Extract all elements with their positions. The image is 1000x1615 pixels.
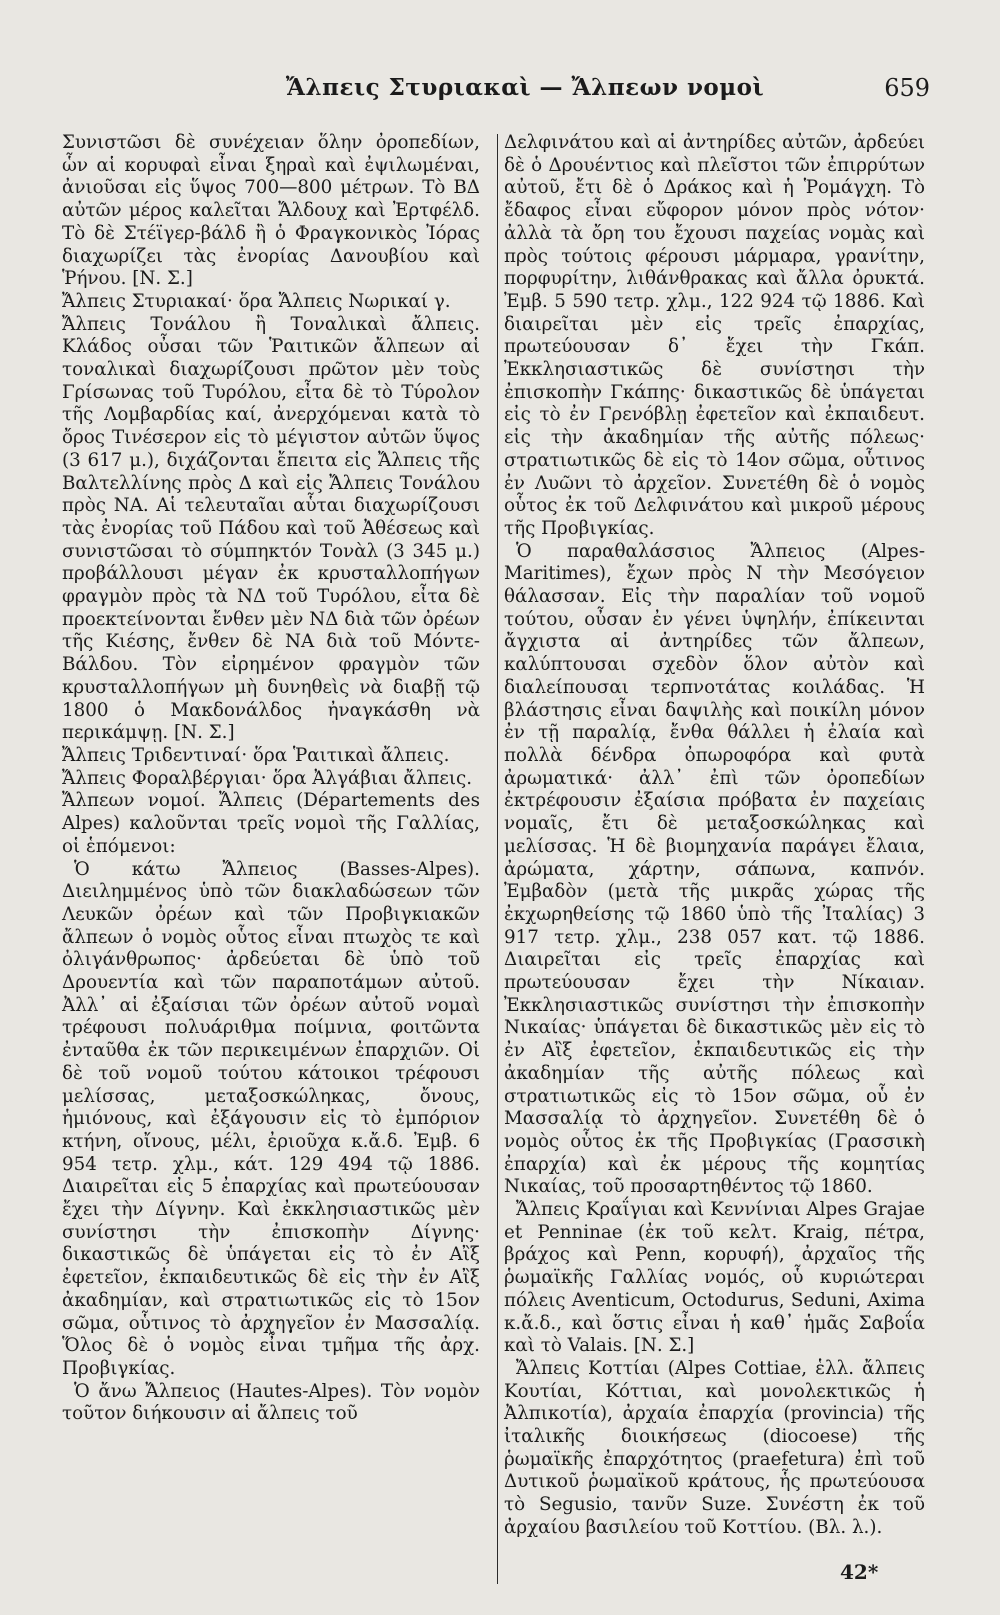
- left-column: [62, 132, 480, 1426]
- right-column: [504, 132, 925, 1540]
- running-title: Ἄλπεις Στυριακαὶ — Ἄλπεων νομοὶ: [285, 74, 765, 101]
- entry-alpes-maritimes: Ὁ παραθαλάσσιος Ἄλπειος (Alpes-Maritimes), ἔχων πρὸς Ν τὴν Μεσόγειον θάλασσαν. Εἰς τὴν παραλίαν τοῦ νομοῦ τούτου, οὖσαν ἐν γένει ὑψηλήν, ἐπίκεινται ἄγχιστα αἱ ἀντηρίδες τῶν ἄλπεων, καλύπτουσαι σχεδὸν ὅλον αὐτὸν καὶ διαλείπουσαι τερπνοτάτας κοιλάδας. Ἡ βλάστησις εἶναι δαψιλὴς καὶ ποικίλη μόνον ἐν τῇ παραλίᾳ, ἔνθα θάλλει ἡ ἐλαία καὶ πολλὰ δένδρα ὀπωροφόρα καὶ φυτὰ ἀρωματικά· ἀλλ᾽ ἐπὶ τῶν ὀροπεδίων ἐκτρέφουσιν ἐξαίσια πρόβατα ἐν παχείαις νομαῖς, ἔτι δὲ μεταξοσκώληκας καὶ μελίσσας. Ἡ δὲ βιομηχανία παράγει ἔλαια, ἀρώματα, χάρτην, σάπωνα, καπνόν. Ἐμβαδὸν (μετὰ τῆς μικρᾶς χώρας τῆς ἐκχωρηθείσης τῷ 1860 ὑπὸ τῆς Ἰταλίας) 3 917 τετρ. χλμ., 238 057 κατ. τῷ 1886. Διαιρεῖται εἰς τρεῖς ἐπαρχίας καὶ πρωτεύουσαν ἔχει τὴν Νίκαιαν. Ἐκκλησιαστικῶς συνίστησι τὴν ἐπισκοπὴν Νικαίας· ὑπάγεται δὲ δικαστικῶς μὲν εἰς τὸ ἐν Αἲξ ἐφετεῖον, ἐκπαιδευτικῶς εἰς τὴν ἀκαδημίαν τῆς αὐτῆς πόλεως καὶ στρατιωτικῶς εἰς τὸ 15ον σῶμα, οὗ ἐν Μασσαλίᾳ τὸ ἀρχηγεῖον. Συνετέθη δὲ ὁ νομὸς οὗτος ἐκ τῆς Προβιγκίας (Γρασσικὴ ἐπαρχία) καὶ ἐκ μέρους τῆς κομητίας Νικαίας, τοῦ προσαρτηθέντος τῷ 1860.: [504, 540, 925, 1198]
- column-divider: [497, 134, 498, 1584]
- paragraph: Συνιστῶσι δὲ συνέχειαν ὅλην ὀροπεδίων, ὧν αἱ κορυφαὶ εἶναι ξηραὶ καὶ ἐψιλωμέναι, ἀνιοῦσαι εἰς ὕψος 700—800 μέτρων. Τὸ ΒΔ αὐτῶν μέρος καλεῖται Ἄλδουχ καὶ Ἐρτφέλδ. Τὸ δὲ Στέϊγερ-βάλδ ἢ ὁ Φραγκονικὸς Ἰόρας διαχωρίζει τὰς ἐνορίας Δανουβίου καὶ Ῥήνου. [Ν. Σ.]: [62, 132, 480, 290]
- signature-mark: 42*: [840, 1560, 879, 1584]
- entry-styriakai: Ἄλπεις Στυριακαί· ὅρα Ἄλπεις Νωρικαί γ.: [62, 290, 451, 312]
- paragraph-hautes-alpes-cont: Δελφινάτου καὶ αἱ ἀντηρίδες αὐτῶν, ἀρδεύει δὲ ὁ Δρουέντιος καὶ πλεῖστοι τῶν ἐπιρρύτων αὐτοῦ, ἔτι δὲ ὁ Δράκος καὶ ἡ Ῥομάγχη. Τὸ ἔδαφος εἶναι εὔφορον μόνον πρὸς νότον· ἀλλὰ τὰ ὄρη του ἔχουσι παχείας νομὰς καὶ πρὸς τούτοις φέρουσι μάρμαρα, γρανίτην, πορφυρίτην, λιθάνθρακας καὶ ἄλλα ὀρυκτά. Ἐμβ. 5 590 τετρ. χλμ., 122 924 τῷ 1886. Καὶ διαιρεῖται μὲν εἰς τρεῖς ἐπαρχίας, πρωτεύουσαν δ᾽ ἔχει τὴν Γκάπ. Ἐκκλησιαστικῶς δὲ συνίστησι τὴν ἐπισκοπὴν Γκάπης· δικαστικῶς δὲ ὑπάγεται εἰς τὸ ἐν Γρενόβλῃ ἐφετεῖον καὶ ἐκπαιδευτ. εἰς τὴν ἀκαδημίαν τῆς αὐτῆς πόλεως· στρατιωτικῶς δὲ εἰς τὸ 14ον σῶμα, οὗτινος ἐν Λυῶνι τὸ ἀρχεῖον. Συνετέθη δὲ ὁ νομὸς οὗτος ἐκ τοῦ Δελφινάτου καὶ μικροῦ μέρους τῆς Προβιγκίας.: [504, 132, 925, 539]
- entry-alpes-grajae: Ἄλπεις Κραΐγιαι καὶ Κεννίνιαι Alpes Grajae et Penninae (ἐκ τοῦ κελτ. Kraig, πέτρα, βράχος καὶ Penn, κορυφή), ἀρχαῖος τῆς ῥωμαϊκῆς Γαλλίας νομός, οὗ κυριώτεραι πόλεις Aventicum, Octodurus, Seduni, Axima κ.ἄ.δ., καὶ ὅστις εἶναι ἡ καθ᾽ ἡμᾶς Σαβοΐα καὶ τὸ Valais. [Ν. Σ.]: [504, 1199, 925, 1357]
- running-header: [60, 74, 930, 114]
- entry-tridentinai: Ἄλπεις Τριδεντιναί· ὅρα Ῥαιτικαὶ ἄλπεις.: [62, 744, 450, 766]
- entry-foralbergiai: Ἄλπεις Φοραλβέργιαι· ὅρα Ἀλγάβιαι ἄλπεις.: [62, 767, 473, 789]
- entry-tonalou: Ἄλπεις Τονάλου ἢ Τοναλικαὶ ἄλπεις. Κλάδος οὖσαι τῶν Ῥαιτικῶν ἄλπεων αἱ τοναλικαὶ διαχωρίζουσι πρῶτον μὲν τοὺς Γρίσωνας τοῦ Τυρόλου, εἶτα δὲ τὸ Τύρολον τῆς Λομβαρδίας καί, ἀνερχόμεναι κατὰ τὸ ὄρος Τινέσερον εἰς τὸ μέγιστον αὐτῶν ὕψος (3 617 μ.), διχάζονται ἔπειτα εἰς Ἄλπεις τῆς Βαλτελλίνης πρὸς Δ καὶ εἰς Ἄλπεις Τονάλου πρὸς ΝΑ. Αἱ τελευταῖαι αὗται διαχωρίζουσι τὰς ἐνορίας τοῦ Πάδου καὶ τοῦ Ἀθέσεως καὶ συνιστῶσαι τὸ σύμπηκτόν Τονὰλ (3 345 μ.) προβάλλουσι μέγαν ἐκ κρυσταλλοπήγων φραγμὸν πρὸς τὰ ΝΔ τοῦ Τυρόλου, εἶτα δὲ προεκτείνονται ἔνθεν μὲν ΝΔ διὰ τῶν ὀρέων τῆς Κιέσης, ἔνθεν δὲ ΝΑ διὰ τοῦ Μόντε-Βάλδου. Τὸν εἰρημένον φραγμὸν τῶν κρυσταλλοπήγων μὴ δυνηθεὶς νὰ διαβῇ τῷ 1800 ὁ Μακδονάλδος ἠναγκάσθη νὰ περικάμψῃ. [Ν. Σ.]: [62, 313, 480, 744]
- page-number: 659: [884, 74, 930, 102]
- entry-alpes-cottiae: Ἄλπεις Κοττίαι (Alpes Cottiae, ἑλλ. ἄλπεις Κουτίαι, Κόττιαι, καὶ μονολεκτικῶς ἡ Ἀλπικοτία), ἀρχαία ἐπαρχία (provincia) τῆς ἰταλικῆς διοικήσεως (diocoese) τῆς ῥωμαϊκῆς ἐπαρχότητος (praefetura) ἐπὶ τοῦ Δυτικοῦ ῥωμαϊκοῦ κράτους, ἧς πρωτεύουσα τὸ Segusio, τανῦν Suze. Συνέστη ἐκ τοῦ ἀρχαίου βασιλείου τοῦ Κοττίου. (Βλ. λ.).: [504, 1357, 925, 1538]
- entry-alpeon-nomoi: Ἄλπεων νομοί. Ἄλπεις (Départements des Alpes) καλοῦνται τρεῖς νομοὶ τῆς Γαλλίας, οἱ ἑπόμενοι:: [62, 790, 480, 857]
- entry-hautes-alpes: Ὁ ἄνω Ἄλπειος (Hautes-Alpes). Τὸν νομὸν τοῦτον διήκουσιν αἱ ἄλπεις τοῦ: [62, 1380, 480, 1425]
- entry-basses-alpes: Ὁ κάτω Ἄλπειος (Basses-Alpes). Διειλημμένος ὑπὸ τῶν διακλαδώσεων τῶν Λευκῶν ὀρέων καὶ τῶν Προβιγκιακῶν ἄλπεων ὁ νομὸς οὗτος εἶναι πτωχὸς τε καὶ ὀλιγάνθρωπος· ἀρδεύεται δὲ ὑπὸ τοῦ Δρουεντία καὶ τῶν παραποτάμων αὐτοῦ. Ἀλλ᾽ αἱ ἐξαίσιαι τῶν ὀρέων αὐτοῦ νομαὶ τρέφουσι πολυάριθμα ποίμνια, φοιτῶντα ἐνταῦθα ἐκ τῶν περικειμένων ἐπαρχιῶν. Οἱ δὲ τοῦ νομοῦ τούτου κάτοικοι τρέφουσι μελίσσας, μεταξοσκώληκας, ὄνους, ἡμιόνους, καὶ ἐξάγουσιν εἰς τὸ ἐμπόριον κτήνη, οἴνους, μέλι, ἐριοῦχα κ.ἄ.δ. Ἐμβ. 6 954 τετρ. χλμ., κάτ. 129 494 τῷ 1886. Διαιρεῖται εἰς 5 ἐπαρχίας καὶ πρωτεύουσαν ἔχει τὴν Δίγνην. Καὶ ἐκκλησιαστικῶς μὲν συνίστησι τὴν ἐπισκοπὴν Δίγνης· δικαστικῶς δὲ ὑπάγεται εἰς τὸ ἐν Αἲξ ἐφετεῖον, ἐκπαιδευτικῶς δὲ εἰς τὴν ἐν Αἲξ ἀκαδημίαν, καὶ στρατιωτικῶς εἰς τὸ 15ον σῶμα, οὗτινος τὸ ἀρχηγεῖον ἐν Μασσαλίᾳ. Ὅλος δὲ ὁ νομὸς εἶναι τμῆμα τῆς ἀρχ. Προβιγκίας.: [62, 858, 480, 1379]
